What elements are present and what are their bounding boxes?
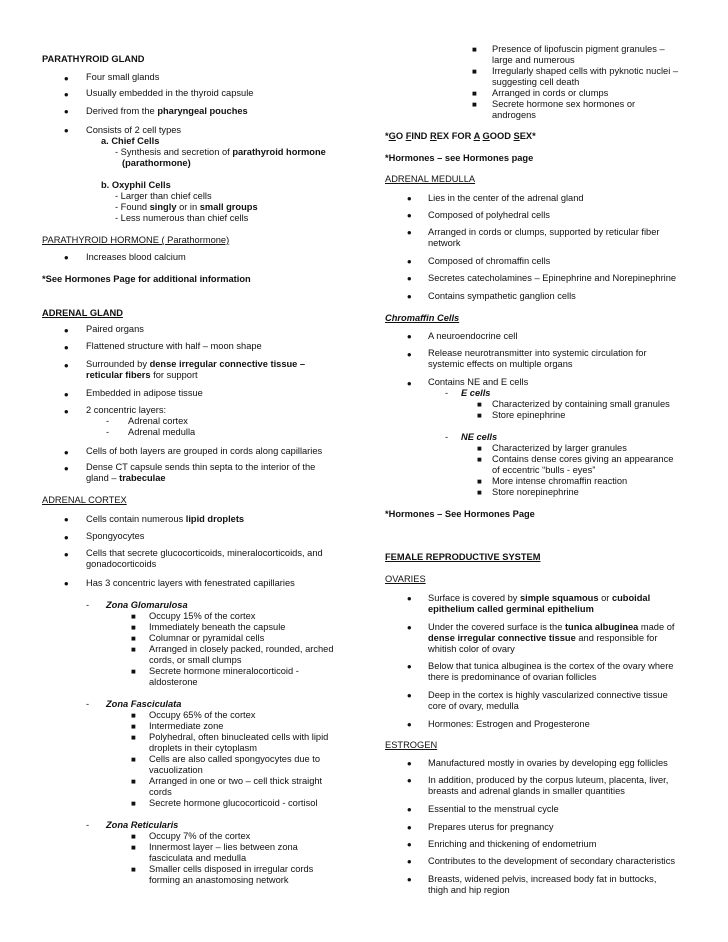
bullet-icon: •	[407, 329, 412, 344]
text: Surface is covered by	[428, 593, 520, 603]
text: G	[482, 131, 490, 141]
list-item: gonadocorticoids	[86, 559, 157, 569]
list-item	[428, 622, 675, 633]
list-item: Flattened structure with half – moon shape	[86, 341, 262, 351]
list-item: Arranged in one or two – cell thick straight	[149, 776, 323, 786]
list-item: Release neurotransmitter into systemic circulation for	[428, 348, 647, 358]
list-item: Breasts, widened pelvis, increased body fat in buttocks,	[428, 874, 657, 884]
square-bullet-icon: ■	[131, 711, 136, 720]
bullet-icon: •	[64, 404, 69, 419]
text: or	[598, 593, 612, 603]
list-item	[86, 359, 305, 370]
text: for support	[150, 370, 198, 380]
hormones-note: *Hormones – See Hormones Page	[385, 509, 535, 519]
square-bullet-icon: ■	[477, 411, 482, 420]
dash-icon: -	[86, 600, 90, 610]
mnemonic	[385, 131, 536, 142]
text: Derived from the	[86, 106, 158, 116]
zona-fasciculata-heading: Zona Fasciculata	[106, 699, 182, 709]
bullet-icon: •	[64, 445, 69, 460]
text: gland –	[86, 473, 120, 483]
emphasis: singly	[149, 202, 177, 212]
list-item: Enriching and thickening of endometrium	[428, 839, 597, 849]
list-item: droplets in their cytoplasm	[149, 743, 257, 753]
list-item	[428, 633, 657, 644]
square-bullet-icon: ■	[131, 623, 136, 632]
square-bullet-icon: ■	[131, 612, 136, 621]
bullet-icon: •	[407, 208, 412, 223]
list-item: More intense chromaffin reaction	[492, 476, 628, 486]
text: Surrounded by	[86, 359, 150, 369]
list-item: Spongyocytes	[86, 531, 145, 541]
square-bullet-icon: ■	[131, 777, 136, 786]
text: *	[385, 131, 389, 141]
bullet-icon: •	[64, 340, 69, 355]
bullet-icon: •	[407, 756, 412, 771]
bullet-icon: •	[64, 104, 69, 119]
bullet-icon: •	[407, 347, 412, 362]
square-bullet-icon: ■	[477, 400, 482, 409]
list-item: Usually embedded in the thyroid capsule	[86, 88, 254, 98]
text: and responsible for	[575, 633, 658, 643]
bullet-icon: •	[64, 123, 69, 138]
list-item	[428, 593, 650, 604]
square-bullet-icon: ■	[131, 843, 136, 852]
text: G	[388, 131, 396, 141]
square-bullet-icon: ■	[131, 667, 136, 676]
list-item: Manufactured mostly in ovaries by developing egg follicles	[428, 758, 668, 768]
list-item: Contains NE and E cells	[428, 377, 529, 387]
square-bullet-icon: ■	[131, 755, 136, 764]
list-item: Occupy 65% of the cortex	[149, 710, 256, 720]
list-item: Hormones: Estrogen and Progesterone	[428, 719, 590, 729]
list-item: Polyhedral, often binucleated cells with lipid	[149, 732, 329, 742]
list-item: Characterized by larger granules	[492, 443, 627, 453]
dash-icon: -	[86, 820, 90, 830]
list-item	[115, 147, 326, 158]
e-cells-heading: E cells	[461, 388, 491, 398]
bullet-icon: •	[407, 872, 412, 887]
dash-icon: -	[106, 427, 110, 437]
list-item: thigh and hip region	[428, 885, 510, 895]
list-item: (parathormone)	[122, 158, 191, 168]
text: EX FOR	[436, 131, 474, 141]
square-bullet-icon: ■	[472, 45, 477, 54]
list-item: In addition, produced by the corpus luteum, placenta, liver,	[428, 775, 669, 785]
list-item: cords, or small clumps	[149, 655, 242, 665]
text: or in	[176, 202, 200, 212]
adrenal-gland-heading: ADRENAL GLAND	[42, 308, 123, 318]
bullet-icon: •	[64, 358, 69, 373]
emphasis: simple squamous	[519, 593, 599, 603]
bullet-icon: •	[64, 461, 69, 476]
dash-icon: -	[86, 699, 90, 709]
text: OOD	[489, 131, 514, 141]
list-item: - Larger than chief cells	[115, 191, 212, 201]
female-reproductive-heading: FEMALE REPRODUCTIVE SYSTEM	[385, 552, 541, 562]
list-item: fasciculata and medulla	[149, 853, 247, 863]
bullet-icon: •	[407, 271, 412, 286]
chromaffin-heading: Chromaffin Cells	[385, 313, 460, 323]
list-item: large and numerous	[492, 55, 575, 65]
list-item: Deep in the cortex is highly vascularized connective tissue	[428, 690, 668, 700]
dash-icon: -	[445, 432, 449, 442]
list-item: Occupy 15% of the cortex	[149, 611, 256, 621]
bullet-icon: •	[64, 250, 69, 265]
list-item: Four small glands	[86, 72, 160, 82]
bullet-icon: •	[407, 773, 412, 788]
emphasis: tunica albuginea	[564, 622, 639, 632]
bullet-icon: •	[407, 688, 412, 703]
zona-glomarulosa-heading: Zona Glomarulosa	[106, 600, 188, 610]
bullet-icon: •	[407, 620, 412, 635]
ne-cells-heading: NE cells	[461, 432, 498, 442]
list-item: Increases blood calcium	[86, 252, 186, 262]
text: O	[395, 131, 406, 141]
square-bullet-icon: ■	[131, 865, 136, 874]
list-item: Lies in the center of the adrenal gland	[428, 193, 584, 203]
list-item: breasts and adrenal glands in smaller quantities	[428, 786, 625, 796]
emphasis: cuboidal	[611, 593, 651, 603]
list-item: Cells that secrete glucocorticoids, mineralocorticoids, and	[86, 548, 323, 558]
text: R	[429, 131, 437, 141]
bullet-icon: •	[64, 512, 69, 527]
emphasis: reticular fibers	[86, 370, 151, 380]
square-bullet-icon: ■	[131, 733, 136, 742]
list-item: Smaller cells disposed in irregular cords	[149, 864, 314, 874]
text: A	[473, 131, 480, 141]
list-item: network	[428, 238, 461, 248]
list-item: Cells of both layers are grouped in cords along capillaries	[86, 446, 323, 456]
list-item: androgens	[492, 110, 536, 120]
list-item: Dense CT capsule sends thin septa to the interior of the	[86, 462, 316, 472]
list-item: Secrete hormone mineralocorticoid -	[149, 666, 299, 676]
bullet-icon: •	[407, 659, 412, 674]
list-item: whitish color of ovary	[428, 644, 515, 654]
square-bullet-icon: ■	[472, 100, 477, 109]
list-item: Composed of chromaffin cells	[428, 256, 551, 266]
emphasis: pharyngeal pouches	[157, 106, 248, 116]
list-item: Composed of polyhedral cells	[428, 210, 550, 220]
list-item: Characterized by containing small granules	[492, 399, 670, 409]
list-item: Columnar or pyramidal cells	[149, 633, 265, 643]
list-item: Paired organs	[86, 324, 144, 334]
bullet-icon: •	[407, 820, 412, 835]
bullet-icon: •	[64, 323, 69, 338]
list-item: suggesting cell death	[492, 77, 580, 87]
text: - Found	[115, 202, 150, 212]
adrenal-medulla-heading: ADRENAL MEDULLA	[385, 174, 476, 184]
list-item: there is predominance of ovarian follicles	[428, 672, 597, 682]
bullet-icon: •	[64, 87, 69, 102]
bullet-icon: •	[64, 530, 69, 545]
list-item: Has 3 concentric layers with fenestrated capillaries	[86, 578, 295, 588]
text: Under the covered surface is the	[428, 622, 565, 632]
text: IND	[411, 131, 430, 141]
emphasis: parathyroid hormone	[232, 147, 326, 157]
list-item: Store epinephrine	[492, 410, 566, 420]
list-item: Occupy 7% of the cortex	[149, 831, 251, 841]
bullet-icon: •	[407, 717, 412, 732]
list-item: Store norepinephrine	[492, 487, 579, 497]
list-item	[86, 514, 244, 525]
bullet-icon: •	[407, 591, 412, 606]
bullet-icon: •	[407, 376, 412, 391]
ovaries-heading: OVARIES	[385, 574, 426, 584]
emphasis: trabeculae	[119, 473, 166, 483]
list-item: cords	[149, 787, 172, 797]
list-item: Consists of 2 cell types	[86, 125, 182, 135]
parathyroid-gland-heading: PARATHYROID GLAND	[42, 54, 145, 64]
list-item: Innermost layer – lies between zona	[149, 842, 298, 852]
text: made of	[638, 622, 675, 632]
list-item: vacuolization	[149, 765, 203, 775]
list-item	[86, 370, 198, 381]
list-item: Arranged in cords or clumps	[492, 88, 609, 98]
list-item	[86, 473, 166, 484]
list-item: epithelium called germinal epithelium	[428, 604, 594, 614]
dash-icon: -	[106, 416, 110, 426]
bullet-icon: •	[407, 191, 412, 206]
list-item: Contains sympathetic ganglion cells	[428, 291, 576, 301]
bullet-icon: •	[407, 802, 412, 817]
square-bullet-icon: ■	[472, 89, 477, 98]
list-item: Adrenal cortex	[128, 416, 188, 426]
list-item: Prepares uterus for pregnancy	[428, 822, 554, 832]
bullet-icon: •	[64, 387, 69, 402]
bullet-icon: •	[407, 289, 412, 304]
list-item: Contributes to the development of secondary characteristics	[428, 856, 676, 866]
list-item	[115, 202, 258, 213]
square-bullet-icon: ■	[131, 722, 136, 731]
list-item: Adrenal medulla	[128, 427, 196, 437]
bullet-icon: •	[64, 547, 69, 562]
list-item: aldosterone	[149, 677, 198, 687]
list-item: Immediately beneath the capsule	[149, 622, 286, 632]
list-item: Cells are also called spongyocytes due to	[149, 754, 321, 764]
adrenal-cortex-heading: ADRENAL CORTEX	[42, 495, 127, 505]
list-item: Secrete hormone sex hormones or	[492, 99, 636, 109]
square-bullet-icon: ■	[477, 488, 482, 497]
emphasis: small groups	[199, 202, 258, 212]
square-bullet-icon: ■	[477, 444, 482, 453]
hormones-note: *Hormones – see Hormones page	[385, 153, 534, 163]
bullet-icon: •	[407, 254, 412, 269]
list-item: - Less numerous than chief cells	[115, 213, 249, 223]
list-item: Embedded in adipose tissue	[86, 388, 203, 398]
text: - Synthesis and secretion of	[115, 147, 233, 157]
bullet-icon: •	[407, 225, 412, 240]
estrogen-heading: ESTROGEN	[385, 740, 438, 750]
list-item: of eccentric “bulls - eyes”	[492, 465, 596, 475]
list-item: Arranged in closely packed, rounded, arched	[149, 644, 334, 654]
list-item: Contains dense cores giving an appearance	[492, 454, 674, 464]
oxyphil-cells-heading: b. Oxyphil Cells	[101, 180, 171, 190]
hormones-note: *See Hormones Page for additional information	[42, 274, 251, 284]
list-item: A neuroendocrine cell	[428, 331, 518, 341]
list-item: Essential to the menstrual cycle	[428, 804, 559, 814]
bullet-icon: •	[64, 71, 69, 86]
emphasis: lipid droplets	[185, 514, 245, 524]
chief-cells-heading: a. Chief Cells	[101, 136, 160, 146]
square-bullet-icon: ■	[131, 645, 136, 654]
list-item: forming an anastomosing network	[149, 875, 289, 885]
list-item: Intermediate zone	[149, 721, 224, 731]
bullet-icon: •	[407, 837, 412, 852]
list-item: Presence of lipofuscin pigment granules –	[492, 44, 665, 54]
square-bullet-icon: ■	[472, 67, 477, 76]
list-item: Irregularly shaped cells with pyknotic nuclei –	[492, 66, 679, 76]
square-bullet-icon: ■	[131, 832, 136, 841]
bullet-icon: •	[64, 576, 69, 591]
square-bullet-icon: ■	[477, 455, 482, 464]
list-item: 2 concentric layers:	[86, 405, 167, 415]
bullet-icon: •	[407, 854, 412, 869]
emphasis: dense irregular connective tissue	[428, 633, 576, 643]
text: S	[513, 131, 520, 141]
list-item	[86, 106, 248, 117]
list-item: Secrete hormone glucocorticoid - cortisol	[149, 798, 318, 808]
text: Cells contain numerous	[86, 514, 186, 524]
list-item: Below that tunica albuginea is the cortex of the ovary where	[428, 661, 674, 671]
list-item: Arranged in cords or clumps, supported by reticular fiber	[428, 227, 660, 237]
square-bullet-icon: ■	[131, 799, 136, 808]
dash-icon: -	[445, 388, 449, 398]
list-item: core of ovary, medulla	[428, 701, 519, 711]
list-item: Secretes catecholamines – Epinephrine and Norepinephrine	[428, 273, 677, 283]
pth-heading: PARATHYROID HORMONE ( Parathormone)	[42, 235, 230, 245]
emphasis: dense irregular connective tissue –	[149, 359, 306, 369]
square-bullet-icon: ■	[131, 634, 136, 643]
zona-reticularis-heading: Zona Reticularis	[106, 820, 179, 830]
square-bullet-icon: ■	[477, 477, 482, 486]
text: EX*	[519, 131, 536, 141]
text: F	[405, 131, 412, 141]
list-item: systemic effects on multiple organs	[428, 359, 573, 369]
